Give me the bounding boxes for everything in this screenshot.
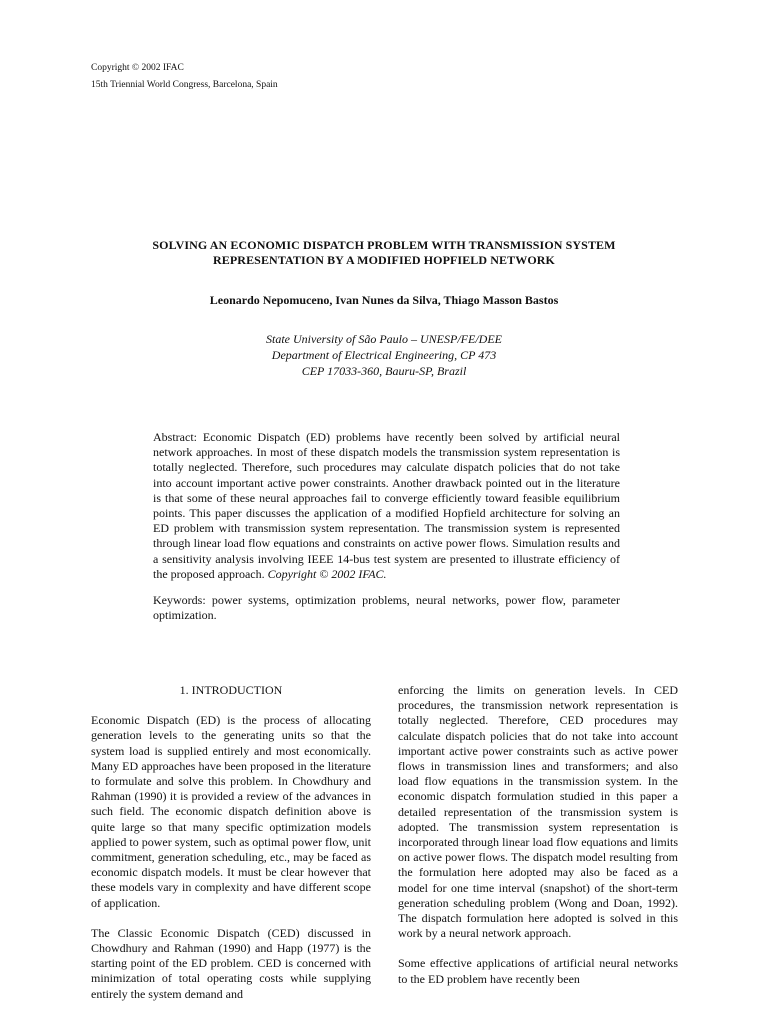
intro-paragraph-1: Economic Dispatch (ED) is the process of allocating generation levels to the generating units so that the system load is supplied entirely and most economically. Many ED approaches have been proposed in the literature to formulate and solve this problem. In Chowdhury and Rahman (1990) it is provided a review of the advances in such field. The economic dispatch definition above is quite large so that many specific optimization models applied to power system, such as optimal power flow, unit commitment, generation scheduling, etc., may be faced as economic dispatch models. It must be clear however that these models vary in complexity and have different scope of application. [91,713,371,910]
abstract-copyright: Copyright © 2002 IFAC. [267,566,387,581]
copyright-line: Copyright © 2002 IFAC [91,63,184,73]
keywords: Keywords: power systems, optimization problems, neural networks, power flow, parameter optimization. [153,593,620,623]
abstract-text: Abstract: Economic Dispatch (ED) problems have recently been solved by artificial neural network approaches. In most of these dispatch models the transmission system representation is totally neglected. Therefore, such procedures may calculate dispatch policies that do not take into account important active power constraints. Another drawback pointed out in the literature is that some of these neural approaches fail to converge efficiently toward feasible equilibrium points. This paper discusses the application of a modified Hopfield architecture for solving an ED problem with transmission system representation. The transmission system is represented through linear load flow equations and constraints on active power flows. Simulation results and a sensitivity analysis involving IEEE 14-bus test system are presented to illustrate efficiency of the proposed approach. [153,430,620,581]
affiliation-line-2: Department of Electrical Engineering, CP 473 [271,348,497,362]
affiliation-line-3: CEP 17033-360, Bauru-SP, Brazil [301,364,467,378]
abstract-block [153,430,620,623]
copyright-block [91,60,278,94]
intro-paragraph-2: The Classic Economic Dispatch (CED) discussed in Chowdhury and Rahman (1990) and Happ (1977) is the starting point of the ED problem. CED is concerned with minimization of total operating costs while supplying entirely the system demand and [91,925,371,1001]
paper-title [90,238,678,268]
abstract-paragraph [153,430,620,582]
section-heading: 1. INTRODUCTION [179,683,283,697]
authors: Leonardo Nepomuceno, Ivan Nunes da Silva, Thiago Masson Bastos [209,293,559,307]
intro-paragraph-3: enforcing the limits on generation levels. In CED procedures, the transmission network representation is totally neglected. Therefore, CED procedures may calculate dispatch policies that do not take into account important active power constraints such as active power flows in transmission lines and transformers; and also load flow equations in the transmission system. In the economic dispatch formulation studied in this paper a detailed representation of the transmission system is adopted. The transmission system representation is incorporated through linear load flow equations and limits on active power flows. The dispatch model resulting from the formulation here adopted may also be faced as a model for one time interval (snapshot) of the short-term generation scheduling problem (Wong and Doan, 1992). The dispatch formulation here adopted is solved in this work by a neural network approach. [398,683,678,941]
right-column [398,683,678,1002]
affiliation [90,331,678,379]
congress-line: 15th Triennial World Congress, Barcelona, Spain [91,80,278,90]
affiliation-line-1: State University of São Paulo – UNESP/FE/DEE [266,332,502,346]
left-column [91,683,371,1017]
intro-paragraph-4: Some effective applications of artificial neural networks to the ED problem have recently been [398,956,678,986]
title-line-1: SOLVING AN ECONOMIC DISPATCH PROBLEM WITH TRANSMISSION SYSTEM [152,238,616,252]
title-line-2: REPRESENTATION BY A MODIFIED HOPFIELD NETWORK [213,253,555,267]
